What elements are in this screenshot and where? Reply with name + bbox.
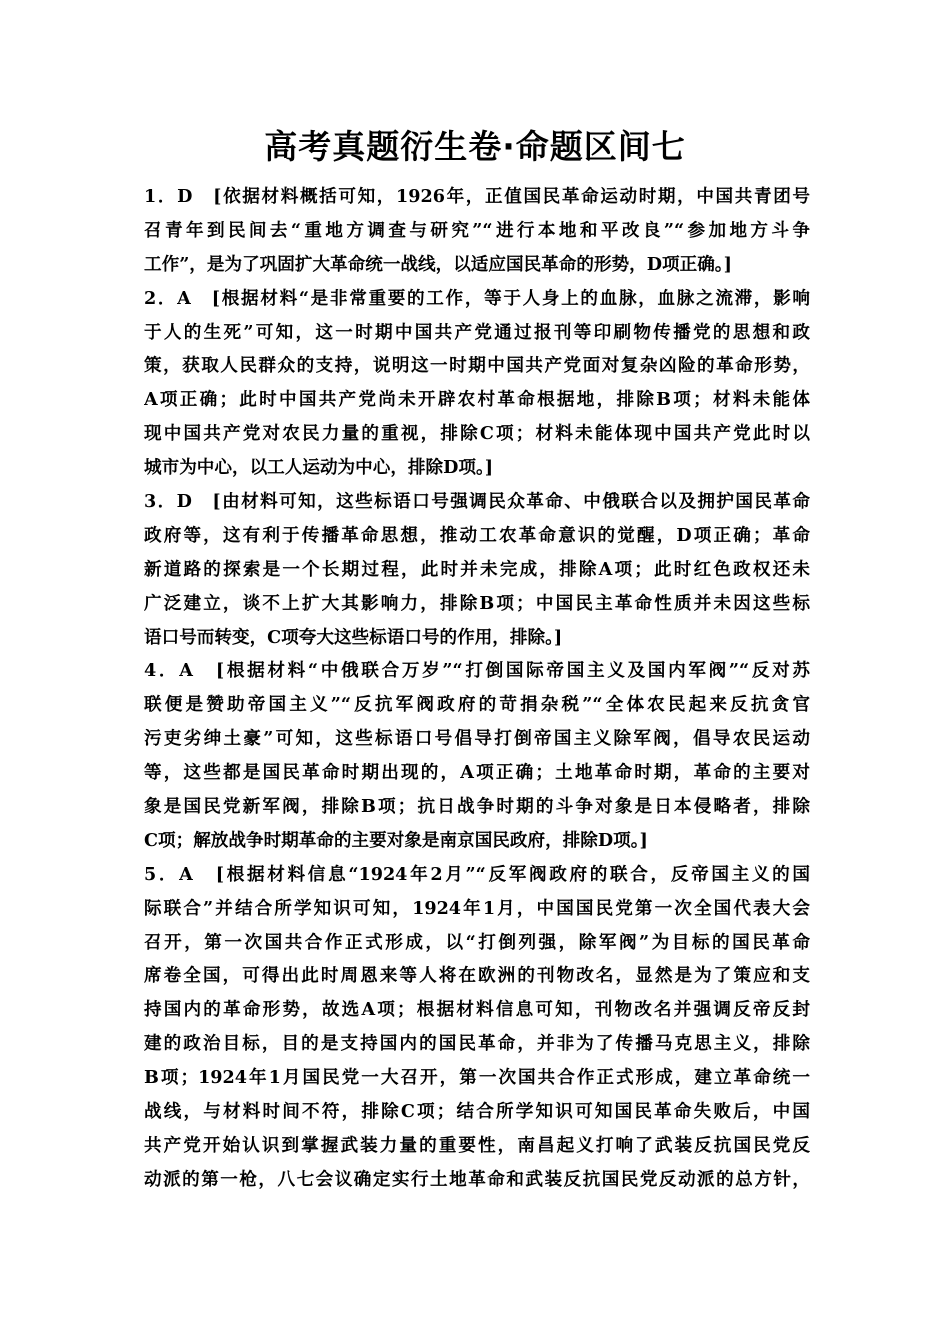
answer-line: 2．A [根据材料“是非常重要的工作，等于人身上的血脉，血脉之流滞，影响: [144, 287, 810, 309]
answer-line: 战线，与材料时间不符，排除C项；结合所学知识可知国民革命失败后，中国: [144, 1101, 810, 1123]
answer-line: 持国内的革命形势，故选A项；根据材料信息可知，刊物改名并强调反帝反封: [144, 999, 810, 1021]
answer-line: 席卷全国，可得出此时周恩来等人将在欧洲的刊物改名，显然是为了策应和支: [144, 965, 810, 987]
answer-line: 新道路的探索是一个长期过程，此时并未完成，排除A项；此时红色政权还未: [144, 558, 810, 580]
answer-line: 联便是赞助帝国主义”“反抗军阀政府的苛捐杂税”“全体农民起来反抗贪官: [144, 694, 810, 716]
answer-line: C项；解放战争时期革命的主要对象是南京国民政府，排除D项。]: [144, 829, 648, 851]
document-title: 高考真题衍生卷·命题区间七: [264, 127, 686, 166]
answer-3: [144, 485, 810, 654]
answer-line: 际联合”并结合所学知识可知，1924年1月，中国国民党第一次全国代表大会: [144, 897, 810, 919]
answer-line: 现中国共产党对农民力量的重视，排除C项；材料未能体现中国共产党此时以: [144, 423, 810, 445]
answer-4: [144, 654, 810, 857]
answer-line: B项；1924年1月国民党一大召开，第一次国共合作正式形成，建立革命统一: [144, 1067, 810, 1089]
answer-line: 语口号而转变，C项夸大这些标语口号的作用，排除。]: [144, 626, 563, 648]
answer-line: 共产党开始认识到掌握武装力量的重要性，南昌起义打响了武装反抗国民党反: [144, 1134, 810, 1156]
answer-1: [144, 180, 810, 282]
answer-line: 5．A [根据材料信息“1924年2月”“反军阀政府的联合，反帝国主义的国: [144, 863, 810, 885]
answer-line: 等，这些都是国民革命时期出现的，A项正确；土地革命时期，革命的主要对: [144, 762, 810, 784]
answer-line: A项正确；此时中国共产党尚未开辟农村革命根据地，排除B项；材料未能体: [144, 389, 810, 411]
answer-list: [144, 180, 810, 1197]
answer-line: 建的政治目标，目的是支持国内的国民革命，并非为了传播马克思主义，排除: [144, 1033, 810, 1055]
answer-line: 召青年到民间去“重地方调查与研究”“进行本地和平改良”“参加地方斗争: [144, 219, 810, 241]
answer-line: 4．A [根据材料“中俄联合万岁”“打倒国际帝国主义及国内军阀”“反对苏: [144, 660, 810, 682]
answer-line: 象是国民党新军阀，排除B项；抗日战争时期的斗争对象是日本侵略者，排除: [144, 796, 810, 818]
answer-line: 污吏劣绅土豪”可知，这些标语口号倡导打倒帝国主义除军阀，倡导农民运动: [144, 728, 810, 750]
answer-line: 动派的第一枪，八七会议确定实行土地革命和武装反抗国民党反动派的总方针，: [144, 1168, 810, 1190]
answer-line: 策，获取人民群众的支持，说明这一时期中国共产党面对复杂凶险的革命形势，: [144, 355, 810, 377]
answer-line: 广泛建立，谈不上扩大其影响力，排除B项；中国民主革命性质并未因这些标: [144, 592, 810, 614]
answer-line: 于人的生死”可知，这一时期中国共产党通过报刊等印刷物传播党的思想和政: [144, 321, 810, 343]
answer-line: 工作”，是为了巩固扩大革命统一战线，以适应国民革命的形势，D项正确。]: [144, 253, 732, 275]
answer-line: 召开，第一次国共合作正式形成，以“打倒列强，除军阀”为目标的国民革命: [144, 931, 810, 953]
answer-line: 1．D [依据材料概括可知，1926年，正值国民革命运动时期，中国共青团号: [144, 186, 810, 207]
answer-line: 政府等，这有利于传播革命思想，推动工农革命意识的觉醒，D项正确；革命: [144, 524, 810, 546]
answer-line: 城市为中心，以工人运动为中心，排除D项。]: [144, 457, 494, 479]
answer-line: 3．D [由材料可知，这些标语口号强调民众革命、中俄联合以及拥护国民革命: [144, 491, 810, 513]
answer-2: [144, 282, 810, 485]
answer-5: [144, 858, 810, 1197]
